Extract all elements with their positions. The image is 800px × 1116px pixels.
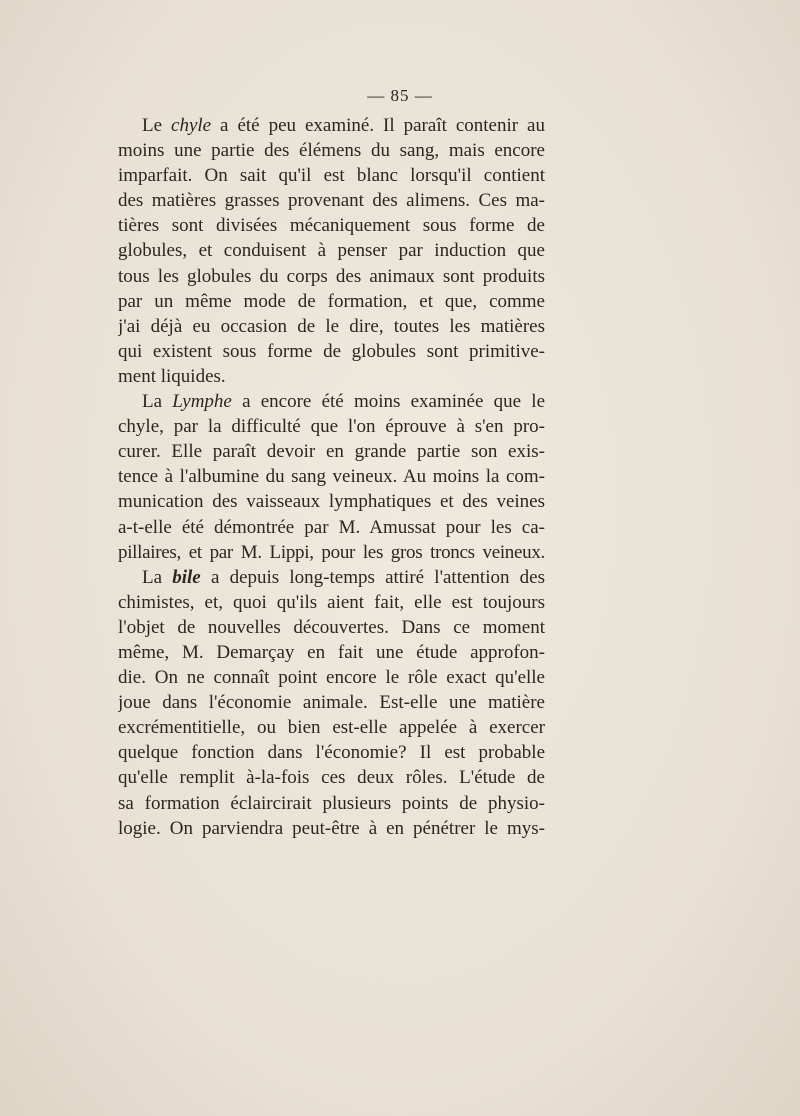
text-line: moins une partie des élémens du sang, mais encore — [118, 140, 545, 162]
italic-term: bile — [172, 566, 201, 588]
text-line: qu'elle remplit à-la-fois ces deux rôles. L'étude de — [118, 767, 545, 789]
text-line: munication des vaisseaux lymphatiques et des veines — [118, 491, 545, 513]
page-number: — 85 — — [367, 86, 433, 105]
text-line: qui existent sous forme de globules sont primitive- — [118, 340, 545, 362]
text-line: quelque fonction dans l'économie? Il est probable — [118, 742, 545, 764]
text-line: chimistes, et, quoi qu'ils aient fait, elle est toujours — [118, 591, 545, 613]
text-line: j'ai déjà eu occasion de le dire, toutes les matières — [118, 315, 545, 337]
italic-term: chyle — [171, 115, 212, 136]
text-line: imparfait. On sait qu'il est blanc lorsqu'il contient — [118, 165, 545, 187]
text-line: logie. On parviendra peut-être à en pénétrer le mys- — [118, 817, 545, 839]
text-line: tence à l'albumine du sang veineux. Au moins la com- — [118, 466, 545, 488]
text-line: pillaires, et par M. Lippi, pour les gros troncs veineux. — [118, 541, 545, 563]
text-line: Le chyle a été peu examiné. Il paraît contenir au — [142, 115, 545, 136]
text-line: chyle, par la difficulté que l'on éprouve à s'en pro- — [118, 416, 545, 438]
text-line: des matières grasses provenant des alimens. Ces ma- — [118, 190, 545, 212]
text-line: globules, et conduisent à penser par induction que — [118, 240, 545, 262]
text-line: ment liquides. — [118, 365, 226, 387]
text-line: l'objet de nouvelles découvertes. Dans ce moment — [118, 616, 545, 638]
text-line: die. On ne connaît point encore le rôle exact qu'elle — [118, 667, 545, 689]
text-line: La Lymphe a encore été moins examinée que le — [142, 391, 545, 413]
text-line: tières sont divisées mécaniquement sous forme de — [118, 215, 545, 237]
text-line: par un même mode de formation, et que, comme — [118, 290, 545, 312]
text-line: curer. Elle paraît devoir en grande partie son exis- — [118, 441, 545, 463]
italic-term: Lymphe — [172, 391, 232, 413]
text-line: même, M. Demarçay en fait une étude approfon- — [118, 641, 545, 663]
text-line: joue dans l'économie animale. Est-elle une matière — [118, 692, 545, 714]
text-line: sa formation éclaircirait plusieurs points de physio- — [118, 792, 545, 814]
text-line: excrémentitielle, ou bien est-elle appelée à exercer — [118, 717, 545, 739]
body-text — [118, 113, 545, 841]
text-line: a-t-elle été démontrée par M. Amussat pour les ca- — [118, 516, 545, 538]
text-line: tous les globules du corps des animaux sont produits — [118, 265, 545, 287]
text-line: La bile a depuis long-temps attiré l'attention des — [142, 566, 545, 588]
